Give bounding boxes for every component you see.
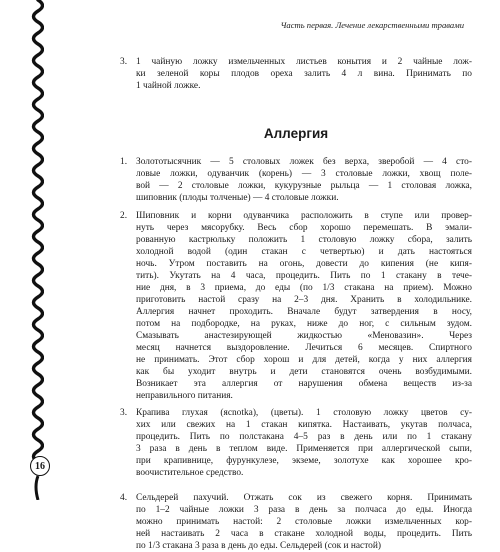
item-number: 2. bbox=[120, 211, 128, 221]
allergy-item-4 bbox=[120, 492, 472, 552]
text-line: Возникает эта аллергия от нарушения обмена веществ из-за bbox=[136, 379, 472, 389]
text-line: шиповник (плоды толченые) — 4 столовые ложки. bbox=[136, 193, 339, 203]
text-line: хих или свежих на 1 стакан кипятка. Настаивать, укутав полчаса, bbox=[136, 420, 472, 430]
text-line: можно принимать настой: 2 столовые ложки измельченных кор- bbox=[136, 517, 472, 527]
text-line: 1 чайную ложку измельченных листьев конытия и 2 чайные лож- bbox=[136, 57, 472, 67]
text-line: не принимать. Этот сбор хорош и для детей, когда у них аллергия bbox=[136, 355, 472, 365]
item-number: 1. bbox=[120, 157, 128, 167]
text-line: вой — 2 столовые ложки, кукурузные рыльца — 1 столовая ложка, bbox=[136, 181, 472, 191]
intro-recipe-item bbox=[120, 56, 472, 92]
text-line: Аллергия начнет проходить. Вначале будут затвердения в носу, bbox=[136, 307, 472, 317]
item-text bbox=[136, 407, 472, 479]
text-line: нуть через мясорубку. Весь сбор хорошо перемешать. В эмали- bbox=[136, 223, 472, 233]
text-line: процедить. Пить по полстакана 4–5 раз в день или по 1 стакану bbox=[136, 432, 472, 442]
text-line: ние дня, в 3 приема, до еды (по 1/3 стакана на прием). Можно bbox=[136, 283, 472, 293]
text-line: ней настаивать 2 часа в стакане холодной воды, процедить. Пить bbox=[136, 529, 472, 539]
text-line: неправильного питания. bbox=[136, 391, 233, 401]
text-line: тить). Укутать на 4 часа, процедить. Пить по 1 стакану в тече- bbox=[136, 271, 472, 281]
text-line: по 1–2 чайные ложки 3 раза в день за полчаса до еды. Иногда bbox=[136, 505, 472, 515]
running-header: Часть первая. Лечение лекарственными травами bbox=[280, 20, 464, 30]
text-line: Сельдерей пахучий. Отжать сок из свежего корня. Принимать bbox=[136, 493, 472, 503]
page-number: 16 bbox=[30, 456, 50, 476]
text-line: 3 раза в день в теплом виде. Применяется при аллергической сыпи, bbox=[136, 444, 472, 454]
text-line: холодной водой (один стакан с четвертью) и дать настояться bbox=[136, 247, 472, 257]
text-line: Смазывать анастезирующей жидкостью «Меновазин». Через bbox=[136, 331, 472, 341]
item-number: 3. bbox=[120, 408, 128, 418]
section-title: Аллергия bbox=[263, 126, 329, 141]
text-line: потом на подбородке, на руках, ниже до ног, с сильным зудом. bbox=[136, 319, 472, 329]
item-text bbox=[136, 56, 472, 92]
text-line: ки зеленой коры плодов ореха залить 4 л вина. Принимать по bbox=[136, 69, 472, 79]
allergy-item-1 bbox=[120, 156, 472, 204]
ornament-tail bbox=[36, 476, 38, 500]
text-line: при крапивнице, фурункулезе, экземе, золотухе как хорошее кро- bbox=[136, 456, 472, 466]
text-line: Шиповник и корни одуванчика расположить в ступе или провер- bbox=[136, 211, 472, 221]
text-line: 1 чайной ложке. bbox=[136, 81, 201, 91]
item-text bbox=[136, 492, 472, 552]
ornament-chain bbox=[34, 0, 43, 462]
text-line: ночь. Утром поставить на огонь, довести до кипения (не кипя- bbox=[136, 259, 472, 269]
text-line: месяц начнется выздоровление. Лечиться 6 месяцев. Спиртного bbox=[136, 343, 472, 353]
text-line: приготовить настой сразу на 2–3 дня. Хранить в холодильнике. bbox=[136, 295, 472, 305]
text-line: ловые ложки, одуванчик (корень) — 3 столовые ложки, хвощ поле- bbox=[136, 169, 472, 179]
item-text bbox=[136, 156, 472, 204]
item-number: 3. bbox=[120, 57, 128, 67]
text-line: по 1/3 стакана 3 раза в день до еды. Сельдерей (сок и настой) bbox=[136, 541, 382, 551]
item-number: 4. bbox=[120, 493, 128, 503]
text-line: воочистительное средство. bbox=[136, 468, 244, 478]
allergy-item-3 bbox=[120, 407, 472, 479]
text-line: рованную кастрюльку положить 1 столовую ложку сбора, залить bbox=[136, 235, 472, 245]
text-line: Золототысячник — 5 столовых ложек без верха, зверобой — 4 сто- bbox=[136, 157, 472, 167]
text-line: как бы уходит внутрь и дети становятся очень возбудимыми. bbox=[136, 367, 472, 377]
text-line: Крапива глухая (ясnotka), (цветы). 1 столовую ложку цветов су- bbox=[136, 408, 472, 418]
item-text bbox=[136, 210, 472, 402]
allergy-item-2 bbox=[120, 210, 472, 402]
decorative-border-ornament bbox=[0, 0, 44, 500]
